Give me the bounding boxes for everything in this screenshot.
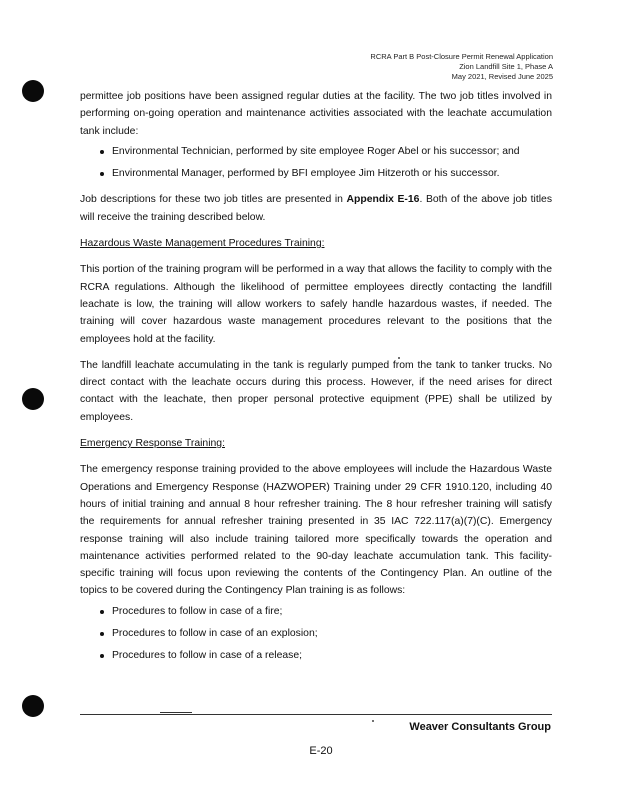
paragraph-job-descriptions	[80, 191, 552, 226]
header-line-2: Zion Landfill Site 1, Phase A	[459, 62, 553, 71]
scan-speck	[372, 720, 374, 722]
list-item: Environmental Technician, performed by site employee Roger Abel or his successor; and	[100, 143, 552, 160]
page-number: E-20	[309, 745, 333, 757]
binder-hole-middle	[22, 388, 44, 410]
list-item: Environmental Manager, performed by BFI employee Jim Hitzeroth or his successor.	[100, 165, 552, 182]
paragraph-leachate: The landfill leachate accumulating in the tank is regularly pumped from the tank to tanker trucks. No direct contact with the leachate occurs during this process. However, if the need arises for direct contact with the leachate, then proper personal protective equipment (PPE) shall be utilized by employees.	[80, 359, 552, 423]
paragraph-training-program: This portion of the training program will be performed in a way that allows the facility to comply with the RCRA regulations. Although the likelihood of permittee employees directly contacting the landfill leachate is low, the training will allow workers to safely handle hazardous wastes, if needed. The training will cover hazardous waste management procedures relevant to the positions that the employees hold at the facility.	[80, 264, 552, 345]
text-span: . Both of the above job titles will receive the training described below.	[80, 194, 553, 223]
appendix-reference: Appendix E-16	[346, 194, 420, 206]
section-heading-emergency-response: Emergency Response Training:	[80, 438, 225, 450]
text-span: Job descriptions for these two job titles are presented in	[80, 194, 347, 206]
footer-rule	[80, 714, 552, 715]
list-item: Procedures to follow in case of a fire;	[100, 603, 552, 620]
section-heading-hazardous-waste: Hazardous Waste Management Procedures Training:	[80, 238, 325, 250]
binder-hole-top	[22, 80, 44, 102]
page-body	[80, 88, 552, 670]
footer-company-name: Weaver Consultants Group	[409, 721, 551, 733]
paragraph-emergency-training: The emergency response training provided to the above employees will include the Hazardous Waste Operations and Emergency Response (HAZWOPER) Training under 29 CFR 1910.120, including 40 hours of initial training and annual 8 hour refresher training. The 8 hour refresher training will satisfy the requirements for annual refresher training presented in 35 IAC 722.117(a)(7)(C). Emergency response training will also include training tailored more specifically towards the operation and maintenance activities performed related to the 90-day leachate accumulation tank. This facility-specific training will focus upon reviewing the contents of the Contingency Plan. An outline of the topics to be covered during the Contingency Plan training is as follows:	[80, 464, 552, 597]
scan-speck	[398, 357, 400, 359]
list-item: Procedures to follow in case of a release;	[100, 647, 552, 664]
document-header	[370, 52, 553, 82]
paragraph-job-positions: permittee job positions have been assigned regular duties at the facility. The two job titles involved in performing on-going operation and maintenance activities associated with the leachate accumulation tank include:	[80, 91, 552, 137]
footer-rule-mark	[160, 712, 192, 713]
list-item: Procedures to follow in case of an explosion;	[100, 625, 552, 642]
header-line-1: RCRA Part B Post-Closure Permit Renewal Application	[370, 52, 553, 61]
binder-hole-bottom	[22, 695, 44, 717]
job-titles-list	[80, 143, 552, 183]
contingency-topics-list	[80, 603, 552, 665]
header-line-3: May 2021, Revised June 2025	[451, 72, 553, 81]
